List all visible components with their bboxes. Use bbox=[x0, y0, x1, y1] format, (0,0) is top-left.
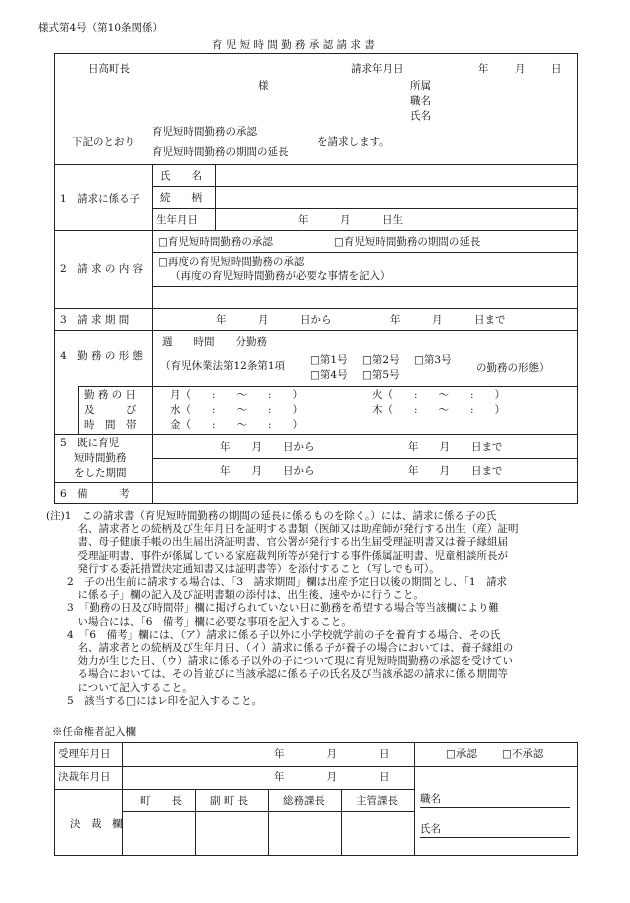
note-line: 3 「勤務の日及び時間帯」欄に掲げられていない日に勤務を希望する場合等当該欄により難 bbox=[46, 602, 499, 615]
option-approval: 育児短時間勤務の承認 bbox=[152, 126, 257, 138]
previous-period-1-to: 年 月 日まで bbox=[408, 441, 503, 453]
section4-label: 4 勤 務 の 形 態 bbox=[60, 350, 144, 362]
days-label-3: 時 間 帯 bbox=[84, 419, 137, 431]
note-line: い場合には、「6 備考」欄に必要な事項を記入すること。 bbox=[46, 615, 352, 628]
friday-hours: 金（ : ～ : ） bbox=[170, 419, 304, 431]
vice-mayor-label: 副 町 長 bbox=[210, 795, 249, 807]
position-label: 職名 bbox=[410, 95, 431, 107]
reject-checkbox[interactable]: □不承認 bbox=[502, 748, 544, 760]
general-affairs-chief-label: 総務課長 bbox=[283, 795, 325, 807]
section5-label-1: 5 既に育児 bbox=[60, 437, 120, 449]
note-line: 書、母子健康手帳の出生届出済証明書、官公署が発行する出生届受理証明書又は養子縁組届 bbox=[46, 536, 508, 549]
period-from: 年 月 日から bbox=[216, 314, 332, 326]
addressee: 日高町長 bbox=[88, 63, 130, 75]
section3-label: 3 請 求 期 間 bbox=[60, 314, 130, 326]
monday-hours: 月（ : ～ : ） bbox=[170, 389, 304, 401]
applicant-name-label: 氏名 bbox=[410, 110, 431, 122]
note-line: に係る子」欄の記入及び証明書類の添付は、出生後、速やかに行うこと。 bbox=[46, 589, 424, 602]
request-intro: 下記のとおり bbox=[72, 136, 135, 148]
clause-5-checkbox[interactable]: □第5号 bbox=[362, 369, 400, 381]
content-again-checkbox[interactable]: □再度の育児短時間勤務の承認 bbox=[158, 256, 305, 268]
note-line: る場合においては、その旨並びに当該承認に係る子の氏名及び当該承認の請求に係る期間等 bbox=[46, 668, 508, 681]
affiliation-label: 所属 bbox=[410, 80, 431, 92]
law-reference: （育児休業法第12条第1項 bbox=[160, 360, 286, 372]
approve-checkbox[interactable]: □承認 bbox=[446, 748, 477, 760]
section6-label: 6 備 考 bbox=[60, 488, 130, 500]
section1-label: 1 請求に係る子 bbox=[60, 193, 141, 205]
section5-label-3: をした期間 bbox=[74, 467, 127, 479]
received-date-label: 受理年月日 bbox=[58, 748, 111, 760]
child-name-label: 氏 名 bbox=[160, 170, 202, 182]
request-tail: を請求します。 bbox=[317, 136, 390, 148]
weekly-hours: 週 時間 分勤務 bbox=[162, 336, 267, 348]
mayor-label: 町 長 bbox=[140, 795, 182, 807]
content-approval-checkbox[interactable]: □育児短時間勤務の承認 bbox=[158, 236, 273, 248]
note-line: 2 子の出生前に請求する場合は、「3 請求期間」欄は出産予定日以後の期間とし、「1 請求 bbox=[46, 576, 508, 588]
clause-2-checkbox[interactable]: □第2号 bbox=[362, 354, 400, 366]
clause-3-checkbox[interactable]: □第3号 bbox=[414, 354, 452, 366]
days-label-2: 及 び bbox=[84, 404, 137, 416]
form-tail: の勤務の形態） bbox=[476, 362, 550, 374]
thursday-hours: 木（ : ～ : ） bbox=[372, 404, 506, 416]
content-extension-checkbox[interactable]: □育児短時間勤務の期間の延長 bbox=[334, 236, 481, 248]
option-extension: 育児短時間勤務の期間の延長 bbox=[152, 146, 289, 158]
previous-period-2-from: 年 月 日から bbox=[220, 465, 315, 477]
approver-name-label: 氏名 bbox=[420, 823, 441, 835]
content-again-note: （再度の育児短時間勤務が必要な事情を記入） bbox=[170, 270, 391, 282]
appointer-heading: ※任命権者記入欄 bbox=[52, 726, 136, 738]
note-line: について記入すること。 bbox=[46, 681, 193, 694]
previous-period-1-from: 年 月 日から bbox=[220, 441, 315, 453]
note-line: 名、請求者との続柄及び生年月日、（イ）請求に係る子が養子の場合においては、養子縁組の bbox=[46, 642, 514, 654]
section2-label: 2 請 求 の 内 容 bbox=[60, 263, 144, 275]
child-relation-label: 続 柄 bbox=[160, 192, 202, 204]
wednesday-hours: 水（ : ～ : ） bbox=[170, 404, 304, 416]
note-line: 4 「6 備考」欄には、（ア）請求に係る子以外に小学校就学前の子を養育する場合、その氏 bbox=[46, 628, 501, 641]
child-birth-label: 生年月日 bbox=[156, 214, 198, 226]
approver-job-title-label: 職名 bbox=[420, 793, 441, 805]
note-line: 名、請求者との続柄及び生年月日を証明する書類（医師又は助産師が発行する出生（産）証明 bbox=[46, 523, 519, 536]
request-month: 月 bbox=[515, 63, 526, 75]
note-line: 発行する委託措置決定通知書又は証明書等）を添付すること（写しでも可）。 bbox=[46, 562, 440, 575]
days-label-1: 勤 務 の 日 bbox=[84, 389, 137, 401]
note-line: (注)1 この請求書（育児短時間勤務の期間の延長に係るものを除く。）には、請求に係る子の氏 bbox=[46, 510, 497, 522]
note-line: 受理証明書、事件が係属している家庭裁判所等が発行する事件係属証明書、児童相談所長が bbox=[46, 549, 508, 562]
tuesday-hours: 火（ : ～ : ） bbox=[372, 389, 506, 401]
approval-column-label: 決 裁 欄 bbox=[70, 818, 123, 830]
note-line: 5 該当する□にはレ印を記入すること。 bbox=[46, 694, 263, 707]
sama-label: 様 bbox=[258, 80, 269, 92]
form-title: 育 児 短 時 間 勤 務 承 認 請 求 書 bbox=[212, 39, 375, 51]
child-birth-value: 年 月 日生 bbox=[298, 214, 403, 226]
request-day: 日 bbox=[551, 63, 562, 75]
request-year: 年 bbox=[478, 63, 489, 75]
clause-4-checkbox[interactable]: □第4号 bbox=[310, 369, 348, 381]
previous-period-2-to: 年 月 日まで bbox=[408, 465, 503, 477]
form-number: 様式第4号（第10条関係） bbox=[38, 22, 164, 34]
note-line: 効力が生じた日、（ウ）請求に係る子以外の子について現に育児短時間勤務の承認を受けてい bbox=[46, 655, 514, 668]
section5-label-2: 短時間勤務 bbox=[74, 452, 127, 464]
request-date-label: 請求年月日 bbox=[351, 63, 404, 75]
decided-date-value: 年 月 日 bbox=[274, 771, 390, 783]
department-chief-label: 主管課長 bbox=[356, 795, 398, 807]
period-to: 年 月 日まで bbox=[390, 314, 506, 326]
decided-date-label: 決裁年月日 bbox=[58, 771, 111, 783]
received-date-value: 年 月 日 bbox=[274, 748, 390, 760]
clause-1-checkbox[interactable]: □第1号 bbox=[310, 354, 348, 366]
